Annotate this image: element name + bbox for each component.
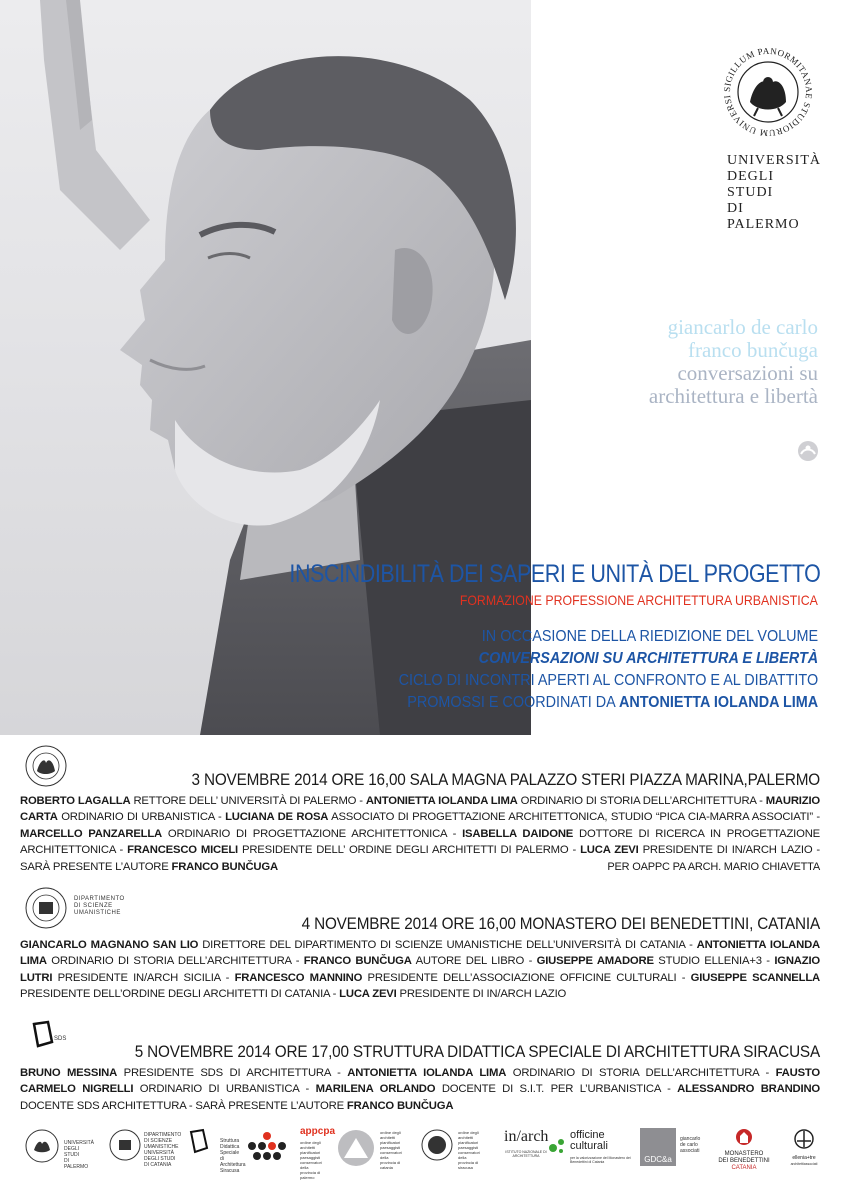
book-author-2: franco bunčuga <box>687 338 818 362</box>
book-title-line-2: architettura e libertà <box>648 384 818 408</box>
intro-prefix: PROMOSSI E COORDINATI DA <box>407 694 619 711</box>
palermo-seal-icon <box>24 1128 60 1164</box>
intro-block <box>398 626 818 714</box>
footer-palermo-logo: UNIVERSITÀ DEGLI STUDI DI PALERMO <box>24 1128 60 1169</box>
book-author-1: giancarlo de carlo <box>667 315 818 339</box>
event-3 <box>20 1042 820 1114</box>
event-credit: PER OAPPC PA ARCH. MARIO CHIAVETTA <box>607 860 820 873</box>
book-title-line-1: conversazioni su <box>677 361 818 385</box>
university-palermo-logo <box>715 42 820 233</box>
footer-gdc-logo: GDC&a giancarlo de carlo associati <box>640 1128 676 1166</box>
footer-catania-logo: DIPARTIMENTO DI SCIENZE UMANISTICHE UNIVERSITÀ DEGLI STUDI DI CATANIA <box>108 1128 142 1167</box>
monastero-icon <box>734 1128 754 1146</box>
book-title <box>649 316 818 408</box>
university-name-line: DEGLI STUDI <box>727 169 774 200</box>
dept-scienze-umanistiche-label: DIPARTIMENTO DI SCIENZE UMANISTICHE <box>74 896 125 916</box>
portrait-illustration <box>0 0 531 735</box>
sponsor-logos: UNIVERSITÀ DEGLI STUDI DI PALERMO DIPARTIMENTO DI SCIENZE UMANISTICHE UNIVERSITÀ DEGLI STUDI DI CATANIA Struttura Didattica Speciale di Architettura Siracusa appcpa ordine degli architetti pianificatori paesaggisti conservatori della provincia di palermo ordine degli architetti pianificatori paesaggisti conservatori della provincia di catania ordine degli architetti pianificatori paesaggisti conservatori della provincia di siracusa in/arch ISTITUTO NAZIONALE DI ARCHITETTURA officine culturali per la valorizzazione del Monastero dei Benedettini di Catania GDC&a giancarlo de carlo associati MONASTERO DEI BENEDETTINI CATANIA ellenia+tre architettiassociati <box>24 1128 824 1180</box>
appcpa-label: appcpa <box>300 1126 336 1137</box>
event-description: ROBERTO LAGALLA RETTORE DELL’ UNIVERSITÀ DI PALERMO - ANTONIETTA IOLANDA LIMA ORDINARIO DI STORIA DELL’ARCHITETTURA - MAURIZIO CARTA ORDINARIO DI URBANISTICA - LUCIANA DE ROSA ASSOCIATO DI PROGETTAZIONE ARCHITETTONICA, STUDIO “PICA CIA-MARRA ASSOCIATI” - MARCELLO PANZARELLA ORDINARIO DI PROGETTAZIONE ARCHITETTONICA - ISABELLA DAIDONE DOTTORE DI RICERCA IN PROGETTAZIONE ARCHITETTONICA - FRANCESCO MICELI PRESIDENTE DELL’ ORDINE DEGLI ARCHITETTI DI PALERMO - LUCA ZEVI PRESIDENTE DI IN/ARCH LAZIO - SARÀ PRESENTE L’AUTORE FRANCO BUNČUGA PER OAPPC PA ARCH. MARIO CHIAVETTA <box>20 793 820 875</box>
sds-logo-label: SDS <box>54 1036 67 1042</box>
seal-ring-text: SIGILLUM PANORMITANAE STUDIORUM UNIVERSI <box>721 45 814 139</box>
event-1 <box>20 770 820 875</box>
gdc-box: GDC&a <box>640 1128 676 1166</box>
appcpa-dots-icon <box>246 1128 296 1168</box>
officine-dots-icon <box>548 1136 566 1156</box>
inarch-label: in/arch <box>504 1128 549 1145</box>
main-title: INSCINDIBILITÀ DEI SAPERI E UNITÀ DEL PROGETTO <box>289 560 820 588</box>
event-2 <box>20 914 820 1003</box>
footer-ordine-catania-logo: ordine degli architetti pianificatori paesaggisti conservatori della provincia di catania <box>336 1128 376 1173</box>
ordine-siracusa-icon <box>420 1128 454 1162</box>
portrait-photo <box>0 0 531 735</box>
subtitle: FORMAZIONE PROFESSIONE ARCHITETTURA URBANISTICA <box>459 592 818 608</box>
footer-inarch-logo: in/arch ISTITUTO NAZIONALE DI ARCHITETTURA <box>504 1128 549 1158</box>
coordinator-name: ANTONIETTA IOLANDA LIMA <box>618 694 818 711</box>
event-description: GIANCARLO MAGNANO SAN LIO DIRETTORE DEL DIPARTIMENTO DI SCIENZE UMANISTICHE DELL’UNIVERSITÀ DI CATANIA - ANTONIETTA IOLANDA LIMA ORDINARIO DI STORIA DELL’ARCHITETTURA - FRANCO BUNČUGA AUTORE DEL LIBRO - GIUSEPPE AMADORE STUDIO ELLENIA+3 - IGNAZIO LUTRI PRESIDENTE IN/ARCH SICILIA - FRANCESCO MANNINO PRESIDENTE DELL’ASSOCIAZIONE OFFICINE CULTURALI - GIUSEPPE SCANNELLA PRESIDENTE DELL’ORDINE DEGLI ARCHITETTI DI CATANIA - LUCA ZEVI PRESIDENTE DI IN/ARCH LAZIO <box>20 939 820 1001</box>
sds-icon <box>188 1128 214 1162</box>
event-header: 5 NOVEMBRE 2014 ORE 17,00 STRUTTURA DIDATTICA SPECIALE DI ARCHITETTURA SIRACUSA <box>134 1042 820 1061</box>
event-header: 3 NOVEMBRE 2014 ORE 16,00 SALA MAGNA PALAZZO STERI PIAZZA MARINA,PALERMO <box>191 770 821 789</box>
ordine-catania-icon <box>336 1128 376 1168</box>
intro-line: CICLO DI INCONTRI APERTI AL CONFRONTO E AL DIBATTITO <box>398 672 818 689</box>
intro-line <box>398 692 818 714</box>
intro-line: IN OCCASIONE DELLA RIEDIZIONE DEL VOLUME <box>481 628 818 645</box>
footer-appcpa-logo: appcpa ordine degli architetti pianificatori paesaggisti conservatori della provincia di palermo <box>246 1128 296 1173</box>
footer-monastero-logo: MONASTERO DEI BENEDETTINI CATANIA <box>714 1128 774 1172</box>
event-header: 4 NOVEMBRE 2014 ORE 16,00 MONASTERO DEI BENEDETTINI, CATANIA <box>301 914 820 933</box>
catania-seal-icon <box>108 1128 142 1162</box>
footer-sds-logo: Struttura Didattica Speciale di Architettura Siracusa <box>188 1128 214 1167</box>
intro-book-title: CONVERSAZIONI SU ARCHITETTURA E LIBERTÀ <box>478 650 818 667</box>
footer-ellenia-logo: ellenia+tre architettiassociati <box>784 1128 824 1167</box>
university-name-line: UNIVERSITÀ <box>727 153 821 168</box>
event-description: BRUNO MESSINA PRESIDENTE SDS DI ARCHITETTURA - ANTONIETTA IOLANDA LIMA ORDINARIO DI STORIA DELL’ARCHITETTURA - FAUSTO CARMELO NIGRELLI ORDINARIO DI URBANISTICA - MARILENA ORLANDO DOCENTE DI S.I.T. PER L’URBANISTICA - ALESSANDRO BRANDINO DOCENTE SDS ARCHITETTURA - SARÀ PRESENTE L’AUTORE FRANCO BUNČUGA <box>20 1067 820 1112</box>
footer-ordine-siracusa-logo: ordine degli architetti pianificatori paesaggisti conservatori della provincia di siracusa <box>420 1128 454 1167</box>
university-name-line: DI PALERMO <box>727 201 800 232</box>
university-seal-icon <box>718 42 818 142</box>
publisher-logo-icon <box>797 440 819 462</box>
ellenia-icon <box>793 1128 815 1150</box>
